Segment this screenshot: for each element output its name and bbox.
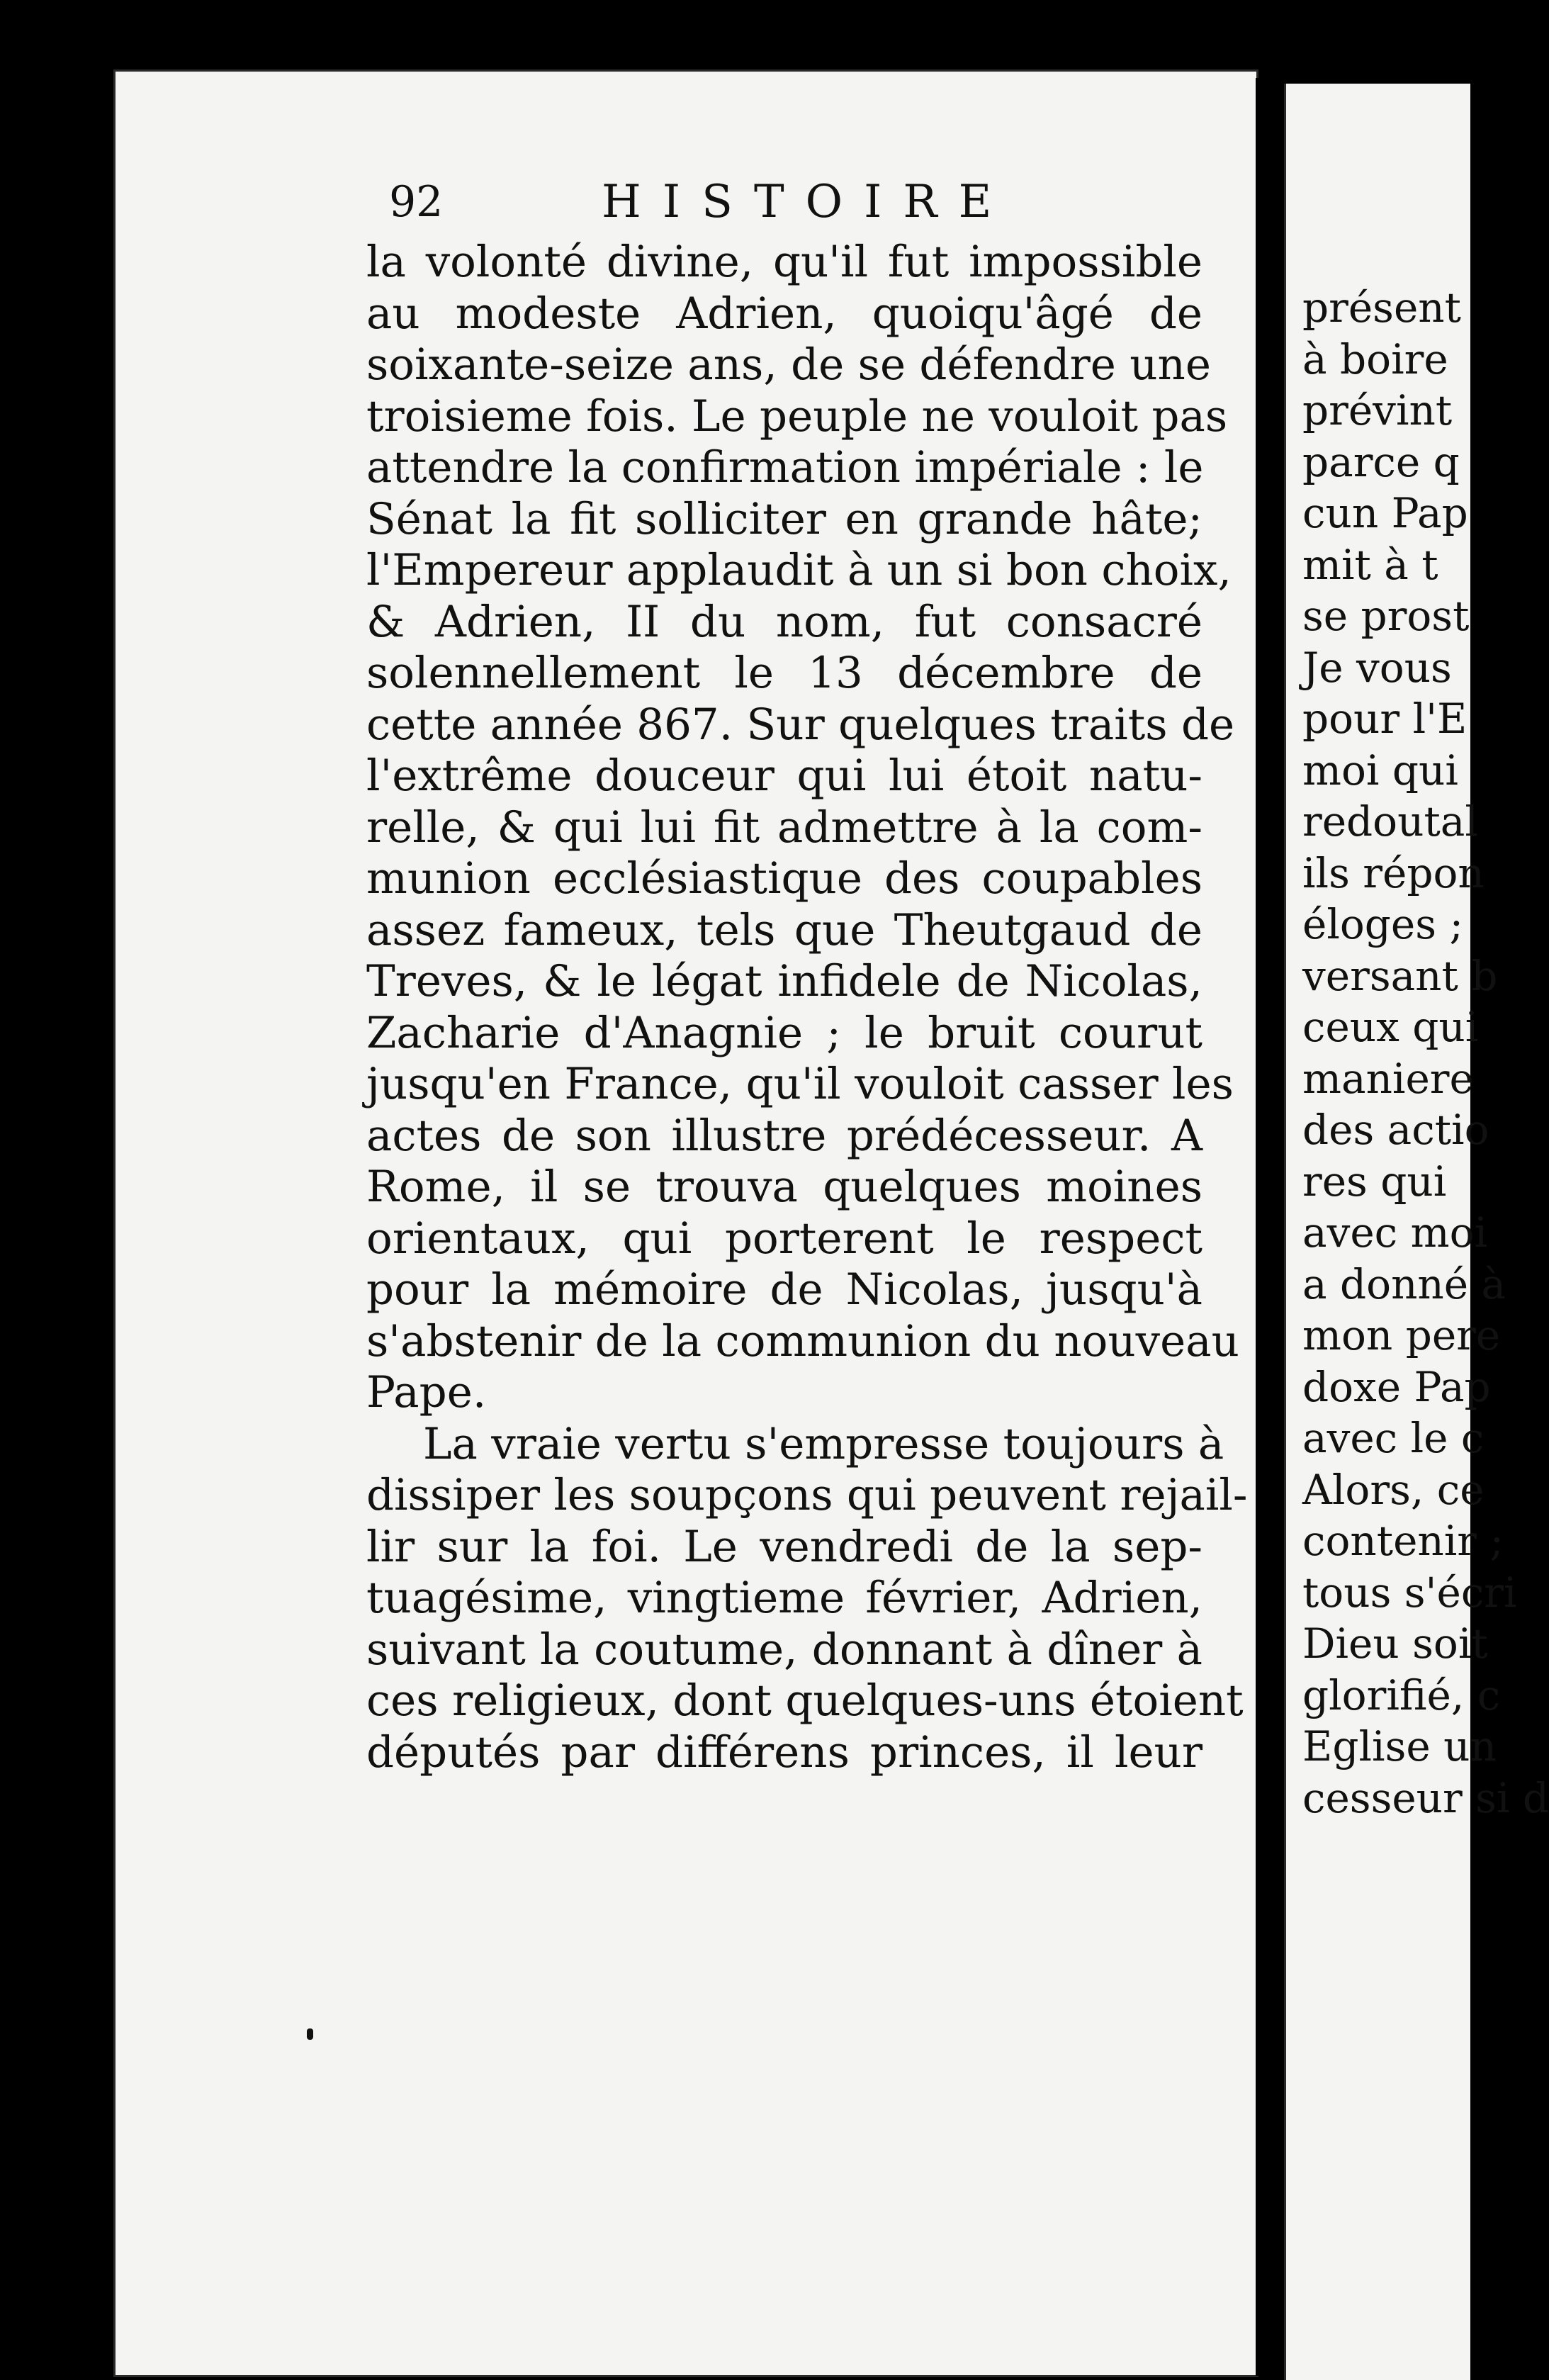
book-gutter [1256, 78, 1284, 2376]
facing-line: doxe Pap [1302, 1362, 1491, 1411]
facing-line: cesseur si d [1302, 1773, 1549, 1822]
facing-line: des actio [1302, 1106, 1489, 1154]
facing-line: moi qui [1302, 746, 1458, 795]
facing-line: contenir ; [1302, 1517, 1504, 1565]
running-title: HISTOIRE [602, 176, 1013, 228]
facing-line: cun Pap [1302, 489, 1468, 537]
text-line: Sénat la fit solliciter en grande hâte; [366, 493, 1202, 544]
facing-line: se prost [1302, 592, 1470, 640]
text-line: lir sur la foi. Le vendredi de la sep- [366, 1521, 1202, 1572]
facing-line: res qui [1302, 1157, 1447, 1206]
facing-line: à boire [1302, 335, 1448, 383]
text-line: Zacharie d'Anagnie ; le bruit courut [366, 1007, 1202, 1058]
facing-page-text [1302, 282, 1549, 1824]
text-line: troisieme fois. Le peuple ne vouloit pas [366, 391, 1228, 442]
text-line: Rome, il se trouva quelques moines [366, 1162, 1202, 1212]
facing-line: Dieu soit [1302, 1620, 1488, 1668]
text-line: & Adrien, II du nom, fut consacré [366, 596, 1202, 647]
facing-line: redoutal [1302, 797, 1478, 846]
text-line: munion ecclésiastique des coupables [366, 853, 1202, 904]
page-number: 92 [389, 177, 444, 227]
facing-line: versant b [1302, 951, 1498, 1000]
text-line: l'Empereur applaudit à un si bon choix, [366, 545, 1232, 595]
facing-line: pour l'E [1302, 695, 1468, 743]
facing-line: mon pere [1302, 1311, 1501, 1359]
text-line: l'extrême douceur qui lui étoit natu- [366, 751, 1202, 801]
facing-line: ils répon [1302, 848, 1485, 897]
facing-line: avec le c [1302, 1414, 1485, 1462]
text-line: Pape. [366, 1367, 487, 1418]
text-line: attendre la confirmation impériale : le [366, 442, 1204, 493]
text-line: orientaux, qui porterent le respect [366, 1213, 1202, 1264]
facing-line: Alors, ce [1302, 1465, 1485, 1514]
facing-line: Je vous [1302, 643, 1452, 692]
text-line: suivant la coutume, donnant à dîner à [366, 1624, 1202, 1675]
facing-line: éloges ; [1302, 900, 1463, 948]
text-line: Treves, & le légat infidele de Nicolas, [366, 956, 1202, 1006]
text-line: au modeste Adrien, quoiqu'âgé de [366, 288, 1202, 339]
text-line: dissiper les soupçons qui peuvent rejail- [366, 1470, 1248, 1520]
facing-line: tous s'écri [1302, 1568, 1517, 1617]
ink-mark [307, 2028, 313, 2040]
text-line: solennellement le 13 décembre de [366, 648, 1202, 698]
main-text [366, 237, 1248, 1778]
text-line: cette année 867. Sur quelques traits de [366, 699, 1235, 750]
text-line: ces religieux, dont quelques-uns étoient [366, 1675, 1244, 1726]
text-line: jusqu'en France, qu'il vouloit casser les [366, 1059, 1234, 1109]
text-line: soixante-seize ans, de se défendre une [366, 339, 1211, 390]
page-header [389, 170, 1204, 234]
facing-line: a donné à [1302, 1259, 1506, 1308]
text-line: actes de son illustre prédécesseur. A [366, 1110, 1202, 1161]
facing-line: maniere [1302, 1054, 1474, 1103]
facing-line: présent [1302, 284, 1461, 332]
text-line: assez fameux, tels que Theutgaud de [366, 904, 1202, 955]
facing-line: glorifié, c [1302, 1671, 1501, 1719]
text-line: s'abstenir de la communion du nouveau [366, 1315, 1239, 1366]
text-line: pour la mémoire de Nicolas, jusqu'à [366, 1264, 1202, 1315]
text-line: la volonté divine, qu'il fut impossible [366, 237, 1202, 287]
facing-line: Eglise un [1302, 1722, 1497, 1770]
facing-line: ceux qui [1302, 1003, 1479, 1051]
text-line: relle, & qui lui fit admettre à la com- [366, 802, 1202, 853]
text-line: députés par différens princes, il leur [366, 1727, 1202, 1778]
facing-line: mit à t [1302, 540, 1438, 589]
facing-line: prévint [1302, 386, 1453, 434]
text-line: tuagésime, vingtieme février, Adrien, [366, 1573, 1202, 1623]
facing-line: avec moi [1302, 1208, 1488, 1257]
facing-line: parce q [1302, 437, 1460, 486]
text-line: La vraie vertu s'empresse toujours à [423, 1418, 1224, 1469]
